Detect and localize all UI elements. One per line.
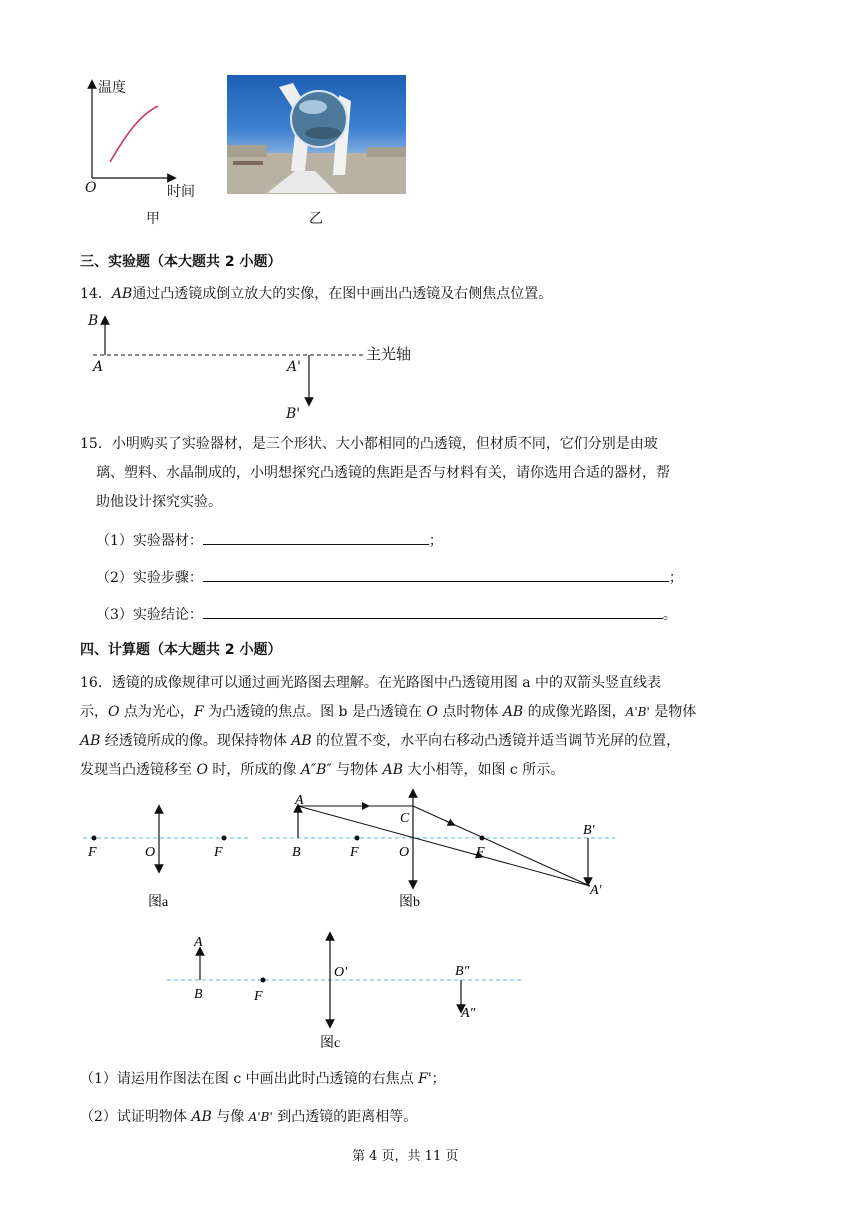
q16-sub2: （2）试证明物体 AB 与像 A'B' 到凸透镜的距离相等。 xyxy=(80,1109,418,1125)
q16-line1: 16．透镜的成像规律可以通过画光路图去理解。在光路图中凸透镜用图 a 中的双箭头竖直线表 xyxy=(80,675,662,691)
q15-steps-blank[interactable] xyxy=(203,567,669,582)
fig-c-A-dprime: A″ xyxy=(461,1006,476,1021)
jia-ylabel: 温度 xyxy=(98,80,126,96)
fig-c-F: F xyxy=(254,989,263,1004)
fig-b-B: B xyxy=(292,845,301,860)
q14-num: 14． xyxy=(80,286,112,302)
q15-sub3-end: 。 xyxy=(662,607,677,623)
fig-b-F1: F xyxy=(350,845,359,860)
q15-conclusion-blank[interactable] xyxy=(203,604,663,619)
q16-figures-ab xyxy=(0,785,860,915)
fig-c-B-dprime: B″ xyxy=(455,964,470,979)
fig-b-C: C xyxy=(400,811,410,826)
q16-line2: 示，O 点为光心，F 为凸透镜的焦点。图 b 是凸透镜在 O 点时物体 AB 的成像光路图，A'B' 是物体 xyxy=(80,704,697,720)
jia-origin: O xyxy=(85,180,97,196)
q15-line3: 助他设计探究实验。 xyxy=(96,494,222,510)
fig-a-O: O xyxy=(145,845,156,860)
page-footer: 第 4 页，共 11 页 xyxy=(352,1149,459,1164)
q15-materials-blank[interactable] xyxy=(203,530,429,545)
q15-sub2 xyxy=(96,567,683,585)
q14-figure xyxy=(85,310,415,425)
fig-b-A: A xyxy=(295,793,304,808)
fig-a-caption: 图a xyxy=(148,895,169,910)
fig-b-F2: F xyxy=(476,845,485,860)
fig-b-O: O xyxy=(399,845,410,860)
fig-c-A: A xyxy=(194,935,203,950)
q15-sub1-end: ； xyxy=(428,533,443,549)
photo-yi xyxy=(227,75,406,194)
q15-sub1 xyxy=(96,530,443,548)
q14-label-B-prime: B' xyxy=(286,406,301,422)
fig-a-focus-left xyxy=(92,836,97,841)
q16-sub1: （1）请运用作图法在图 c 中画出此时凸透镜的右焦点 F'； xyxy=(80,1071,446,1087)
q15-sub1-label: （1）实验器材： xyxy=(96,533,203,549)
q16-figure-c xyxy=(0,925,860,1055)
fig-a-F2: F xyxy=(214,845,223,860)
q14-ab: AB xyxy=(111,286,133,302)
q14-text xyxy=(80,287,552,301)
fig-b-A-prime: A' xyxy=(590,883,602,898)
q15-sub3 xyxy=(96,604,677,622)
q16-line3: AB 经透镜所成的像。现保持物体 AB 的位置不变，水平向右移动凸透镜并适当调节光屏的位置， xyxy=(80,733,681,749)
temperature-curve xyxy=(110,106,158,162)
q15-sub2-label: （2）实验步骤： xyxy=(96,570,203,586)
section4-heading: 四、计算题（本大题共 2 小题） xyxy=(80,642,282,658)
q15-line1: 15．小明购买了实验器材，是三个形状、大小都相同的凸透镜，但材质不同，它们分别是由玻 xyxy=(80,436,658,452)
fig-a-focus-right xyxy=(222,836,227,841)
q14-label-A: A xyxy=(93,359,104,375)
fig-b-focus-left xyxy=(355,836,360,841)
q14-axis-label: 主光轴 xyxy=(366,345,412,363)
q15-sub2-end: ； xyxy=(668,570,683,586)
yi-caption: 乙 xyxy=(309,211,323,227)
fig-b-B-prime: B' xyxy=(583,823,595,838)
q14-label-A-prime: A' xyxy=(287,359,301,375)
q14-label-B: B xyxy=(88,313,99,329)
q15-line2: 璃、塑料、水晶制成的，小明想探究凸透镜的焦距是否与材料有关，请你选用合适的器材，帮 xyxy=(96,465,670,481)
jia-xlabel: 时间 xyxy=(167,184,195,200)
q14-body: 通过凸透镜成倒立放大的实像，在图中画出凸透镜及右侧焦点位置。 xyxy=(132,286,553,302)
fig-b-caption: 图b xyxy=(399,895,420,910)
fig-a-F1: F xyxy=(88,845,97,860)
fig-c-B: B xyxy=(194,987,203,1002)
q15-sub3-label: （3）实验结论： xyxy=(96,607,203,623)
fig-c-focus xyxy=(261,978,266,983)
section3-heading: 三、实验题（本大题共 2 小题） xyxy=(80,254,282,270)
fig-c-caption: 图c xyxy=(320,1036,341,1051)
jia-caption: 甲 xyxy=(146,211,160,227)
q16-line4: 发现当凸透镜移至 O 时，所成的像 A″B″ 与物体 AB 大小相等，如图 c 所示。 xyxy=(80,762,565,778)
fig-c-O-prime: O' xyxy=(334,965,348,980)
